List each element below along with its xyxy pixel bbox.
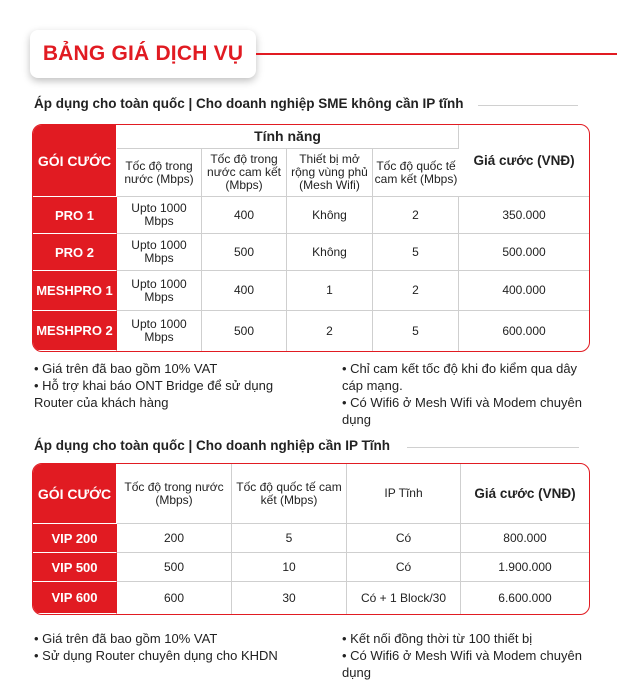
note-item: • Hỗ trợ khai báo ONT Bridge để sử dụng Router của khách hàng [34,378,274,410]
price-cell: 1.900.000 [461,553,589,582]
table-row [33,524,589,553]
package-name: VIP 600 [33,582,117,614]
note-item: • Có Wifi6 ở Mesh Wifi và Modem chuyên dụng [342,648,582,680]
section1-notes-right [342,360,582,428]
features-header: Tính năng [117,125,459,149]
note-item: • Có Wifi6 ở Mesh Wifi và Modem chuyên dụng [342,395,582,427]
ip-cell: Có [347,553,461,582]
section2-rule [407,447,579,448]
mesh-cell: Không [287,197,373,234]
note-item: • Giá trên đã bao gồm 10% VAT [34,631,218,646]
note-item: • Sử dụng Router chuyên dụng cho KHDN [34,648,278,663]
sme-pricing-table [32,124,590,352]
price-cell: 600.000 [502,323,546,338]
speed-cell: 600 [117,582,232,614]
page-title-banner [30,30,256,78]
column-header: Tốc độ quốc tế cam kết (Mbps) [373,149,459,197]
section2-heading: Áp dụng cho toàn quốc | Cho doanh nghiệp cần IP Tĩnh [34,438,391,453]
committed-cell: 500 [202,311,287,351]
price-header: Giá cước (VNĐ) [459,125,589,197]
price-cell: 350.000 [459,197,589,234]
section1-rule [478,105,578,106]
committed-cell: 500 [202,234,287,271]
speed-cell: 200 [117,524,232,553]
committed-cell: 400 [202,271,287,311]
package-name: VIP 200 [33,524,117,553]
speed-cell: 500 [117,553,232,582]
intl-cell: 10 [232,553,347,582]
speed-cell: Upto 1000 Mbps [117,271,202,311]
section2-notes-right [342,630,582,681]
table-row [33,197,589,234]
table-row [33,553,589,582]
price-cell: 400.000 [459,271,589,311]
section1-heading: Áp dụng cho toàn quốc | Cho doanh nghiệp SME không cần IP tĩnh [34,96,464,111]
mesh-cell: 1 [287,271,373,311]
speed-cell: Upto 1000 Mbps [117,234,202,271]
mesh-cell: 2 [287,311,373,351]
package-name: MESHPRO 2 [33,311,117,351]
note-item: • Kết nối đồng thời từ 100 thiết bị [342,631,533,646]
note-item: • Chỉ cam kết tốc độ khi đo kiểm qua dây cáp mạng. [342,361,578,393]
price-cell: 800.000 [461,524,589,553]
section2-notes-left [34,630,314,664]
intl-cell: 2 [373,197,459,234]
price-header: Giá cước (VNĐ) [461,464,589,524]
committed-cell: 400 [202,197,287,234]
package-name: VIP 500 [33,553,117,582]
package-name: PRO 2 [33,234,117,271]
price-cell: 6.600.000 [498,590,552,605]
intl-cell: 2 [373,271,459,311]
intl-cell: 5 [373,234,459,271]
package-header: GÓI CƯỚC [33,125,117,197]
table-row [33,582,589,614]
note-item: • Giá trên đã bao gồm 10% VAT [34,361,218,376]
table-row [33,271,589,311]
column-header: Tốc độ quốc tế cam kết (Mbps) [232,464,347,524]
column-header: Thiết bị mở rộng vùng phủ (Mesh Wifi) [287,149,373,197]
title-divider [256,53,617,55]
page-title: BẢNG GIÁ DỊCH VỤ [42,42,244,65]
package-header: GÓI CƯỚC [33,464,117,524]
speed-cell: Upto 1000 Mbps [117,197,202,234]
column-header: IP Tĩnh [347,464,461,524]
intl-cell: 5 [232,524,347,553]
ip-pricing-table [32,463,590,615]
mesh-cell: Không [287,234,373,271]
column-header: Tốc độ trong nước cam kết (Mbps) [202,149,287,197]
package-name: MESHPRO 1 [33,271,117,311]
intl-cell: 30 [232,582,347,614]
table-row [33,311,589,351]
table-row [33,234,589,271]
speed-cell: Upto 1000 Mbps [117,311,202,351]
price-cell: 500.000 [459,234,589,271]
section1-notes-left [34,360,314,411]
package-name: PRO 1 [33,197,117,234]
column-header: Tốc độ trong nước (Mbps) [117,149,202,197]
intl-cell: 5 [373,311,459,351]
ip-cell: Có + 1 Block/30 [347,582,461,614]
column-header: Tốc độ trong nước (Mbps) [117,464,232,524]
ip-cell: Có [347,524,461,553]
